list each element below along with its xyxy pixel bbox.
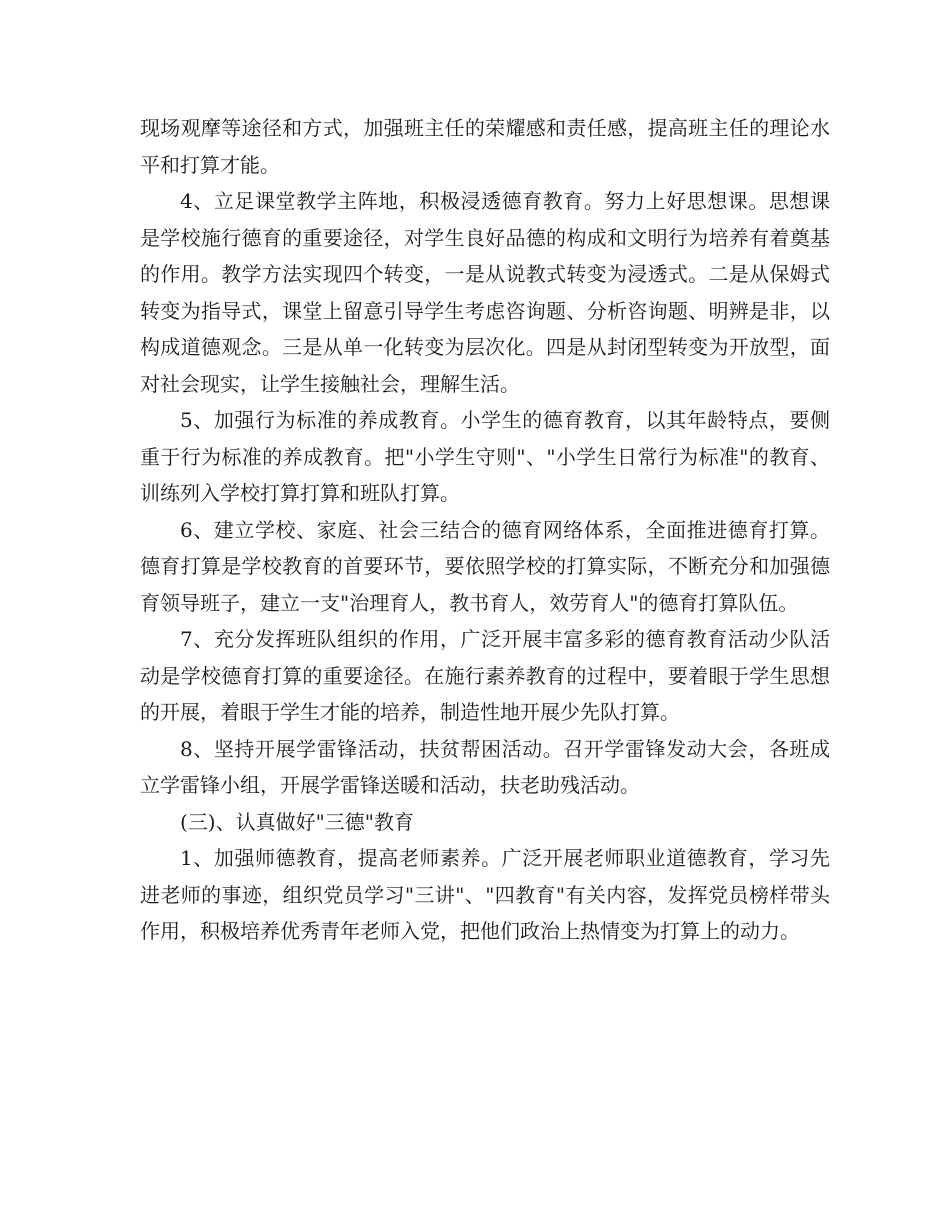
section-heading-three-virtues: (三)、认真做好"三德"教育: [180, 809, 415, 834]
paragraph-item-7: 7、充分发挥班队组织的作用，广泛开展丰富多彩的德育教育活动少队活动是学校德育打算的重要途径。在施行素养教育的过程中，要着眼于学生思想的开展，着眼于学生才能的培养，制造性地开展少先队打算。: [140, 627, 830, 724]
document-body: [140, 110, 830, 950]
paragraph-item-5: 5、加强行为标准的养成教育。小学生的德育教育，以其年龄特点，要侧重于行为标准的养成教育。把"小学生守则"、"小学生日常行为标准"的教育、训练列入学校打算打算和班队打算。: [140, 408, 830, 505]
paragraph-item-1: 1、加强师德教育，提高老师素养。广泛开展老师职业道德教育，学习先进老师的事迹，组织党员学习"三讲"、"四教育"有关内容，发挥党员榜样带头作用，积极培养优秀青年老师入党，把他们政治上热情变为打算上的动力。: [140, 846, 830, 943]
paragraph-item-6: 6、建立学校、家庭、社会三结合的德育网络体系，全面推进德育打算。德育打算是学校教育的首要环节，要依照学校的打算实际，不断充分和加强德育领导班子，建立一支"治理育人，教书育人，效劳育人"的德育打算队伍。: [140, 517, 830, 615]
paragraph-item-8: 8、坚持开展学雷锋活动，扶贫帮困活动。召开学雷锋发动大会，各班成立学雷锋小组，开展学雷锋送暖和活动，扶老助残活动。: [140, 736, 830, 797]
paragraph-continuation: 现场观摩等途径和方式，加强班主任的荣耀感和责任感，提高班主任的理论水平和打算才能。: [140, 116, 830, 177]
paragraph-item-4: 4、立足课堂教学主阵地，积极浸透德育教育。努力上好思想课。思想课是学校施行德育的重要途径，对学生良好品德的构成和文明行为培养有着奠基的作用。教学方法实现四个转变，一是从说教式转变为浸透式。二是从保姆式转变为指导式，课堂上留意引导学生考虑咨询题、分析咨询题、明辨是非，以构成道德观念。三是从单一化转变为层次化。四是从封闭型转变为开放型，面对社会现实，让学生接触社会，理解生活。: [140, 189, 830, 396]
